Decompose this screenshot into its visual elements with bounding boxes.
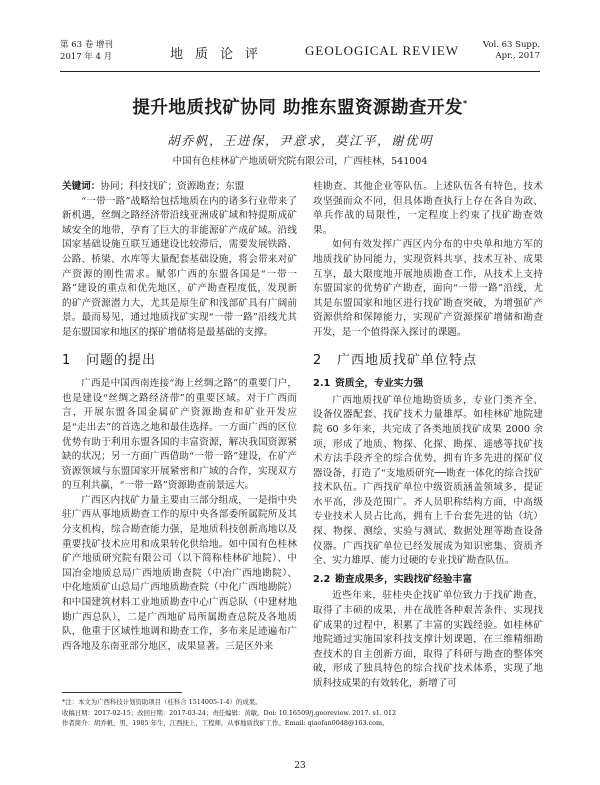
keywords-label: 关键词： xyxy=(62,181,101,192)
paper-title xyxy=(0,94,600,119)
subsection-heading-2-1 xyxy=(313,377,543,392)
volume-en-block xyxy=(483,40,540,62)
footnotes xyxy=(62,697,544,729)
subsection-number: 2.1 xyxy=(313,378,331,390)
footnote-funding: *注：本文为广西科技计划资助项目（桂科合 1514005-1-4）的成果。 xyxy=(62,698,262,706)
subsection-number: 2.2 xyxy=(313,573,331,585)
volume-cn: 第 63 卷 增刊 xyxy=(60,40,113,50)
section-title: 广西地质找矿单位特点 xyxy=(337,352,478,368)
subsection-title: 勘查成果多，实践找矿经验丰富 xyxy=(335,573,473,585)
running-header xyxy=(60,40,540,68)
section-title: 问题的提出 xyxy=(86,352,157,368)
subsection-heading-2-2 xyxy=(313,573,543,588)
date-en: Apr., 2017 xyxy=(495,51,540,61)
journal-title-cn: 地质论评 xyxy=(170,47,271,62)
year-cn: 2017 年 4 月 xyxy=(60,52,113,62)
affiliation: 中国有色桂林矿产地质研究院有限公司，广西桂林，541004 xyxy=(172,156,428,167)
body-paragraph: 广西区内找矿力量主要由三部分组成，一是指中央驻广西从事地质勘查工作的原中央各部委所属院所及其分支机构，综合勘查能力强，是地质科技创新高地以及重要找矿技术应用和成果转化供给地。如中国有色桂林矿产地质研究院有限公司（以下简称桂林矿地院）、中国冶金地质总局广西地质勘查院（中冶广西地勘院）、中化地质矿山总局广西地质勘查院（中化广西地勘院）和中国建筑材料工业地质勘查中心广西总队（中建材地勘广西总队），二是广西地矿局所属勘查总院及各地质队，他重于区域性地调和勘查工作，多布来足迹遍布广西各地及东南亚部分地区，成果显著。三是区外来 xyxy=(62,494,297,652)
keywords-line xyxy=(62,180,297,195)
right-column xyxy=(313,180,543,692)
header-rule xyxy=(60,71,540,72)
footnote-dates: 收稿日期：2017-02-15；改回日期：2017-03-24；责任编辑：黄敏。Doi: 10.16509/j.georeview. 2017. s1. 012 xyxy=(62,708,397,717)
body-paragraph: 如何有效发挥广西区内分布的中央单和地方军的地质找矿协同能力，实现资料共享、技术互补、成果互享，最大限度地开展地质勘查工作，从技术上支持东盟国家的优势矿产勘查，面向“一带一路”沿线，尤其是东盟国家和地区进行找矿勘查突破，为增强矿产资源供给和保障能力，实现矿产资源探矿增储和勘查开发，是一个值得深入探讨的课题。 xyxy=(313,239,543,338)
left-column xyxy=(62,180,297,654)
body-paragraph: 广西地质找矿单位地勘资质多，专业门类齐全、设备仪器配套、找矿技术力量雄厚。如桂林矿地院建院 60 多年来，共完成了各类地质找矿成果 2000 余项，形成了地质、物探、化探、勘探、遥感等找矿技术方法手段齐全的综合优势，拥有许多先进的探矿仪器设备，打造了“支地质研究──勘查一体化的综合找矿技术队伍。广西找矿单位中级资质涵盖领域多，提证水平高，涉及范围广。齐人员职称结构方面，中高级专业技术人员占比高，拥有上千台套先进的钻（坑）探、物探、测绘、实验与测试、数据处理等勘查设备仪器。广西找矿单位已经发展成为知识密集、资质齐全、实力雄厚、能力过硬的专业找矿勘查队伍。 xyxy=(313,394,543,567)
footnote-rule xyxy=(62,692,182,693)
keywords: 协同；科技找矿；资源勘查；东盟 xyxy=(100,181,245,192)
section-number: 1 xyxy=(62,352,72,368)
section-number: 2 xyxy=(313,352,323,368)
footnote-author: 作者简介：胡乔帆，男，1985 年生，江西抚上，工程师，从事地质找矿工作。Email: qiaofan0048@163.com。 xyxy=(62,719,389,727)
body-paragraph: 广西是中国西南连接“海上丝绸之路”的重要门户，也是建设“丝绸之路经济带”的重要区域。对于广西而言，开展东盟各国金属矿产资源勘查和矿业开发应是“走出去”的首选之地和最佳选择。一方面广西的区位优势有助于利用东盟各国的丰富资源，解决我国资源紧缺的状况；另一方面广西借助“一带一路”建设，在矿产资源领域与东盟国家开展紧密和广域的合作，实现双方的互利共赢，“一带一路”资源勘查前景远大。 xyxy=(62,378,297,492)
section-heading-1 xyxy=(62,354,297,369)
intro-paragraph: “一带一路”战略给包括地质在内的诸多行业带来了新机遇，丝绸之路经济带沿线亚洲成矿域和特提斯成矿域安全的地带，孕育了巨大的非能源矿产成矿域。沿线国家基础设施互联互通建设比较滞后，需要发展铁路、公路、桥梁、水库等大量配套基础设施，将会带来对矿产资源的刚性需求。赋邻广西的东盟各国是“一带一路”建设的重点和优先地区，矿产勘查程度低，发现新的矿产资源潜力大，尤其是原生矿和浅部矿具有广阔前景。最而易见，通过地质找矿实现“一带一路”沿线尤其是东盟国家和地区的探矿增储将是最基础的支撑。 xyxy=(62,195,297,338)
paper-title-text: 提升地质找矿协同 助推东盟资源勘查开发 xyxy=(132,98,463,118)
body-paragraph: 桂勘查、其他企业等队伍。上述队伍各有特色，技术攻坚强而众不同，但具体勘查执行上存在各自为政、单兵作战的局限性，一定程度上约束了找矿勘查效果。 xyxy=(313,181,543,236)
body-paragraph: 近些年来，驻桂央企找矿单位致力于找矿勘查，取得了丰硕的成果，并在战胜各种艰苦条件、实现找矿成果的过程中，积累了丰富的实践经验。如桂林矿地院通过实施国家科技支撑计划课题，在三维精细勘查技术的自主创新方面，取得了科研与勘查的整体突破，形成了独具特色的综合找矿技术体系，实现了地质科技成果的有效转化，新增了可 xyxy=(313,590,543,689)
volume-en: Vol. 63 Supp. xyxy=(483,40,540,50)
section-heading-2 xyxy=(313,354,543,369)
author-list: 胡乔帆，王进保，尹意求，莫江平，谢优明 xyxy=(166,133,433,148)
page-number: 23 xyxy=(294,761,306,771)
journal-title-en: GEOLOGICAL REVIEW xyxy=(305,43,460,58)
subsection-title: 资质全，专业实力强 xyxy=(335,378,424,390)
title-footnote-mark: * xyxy=(462,99,468,109)
